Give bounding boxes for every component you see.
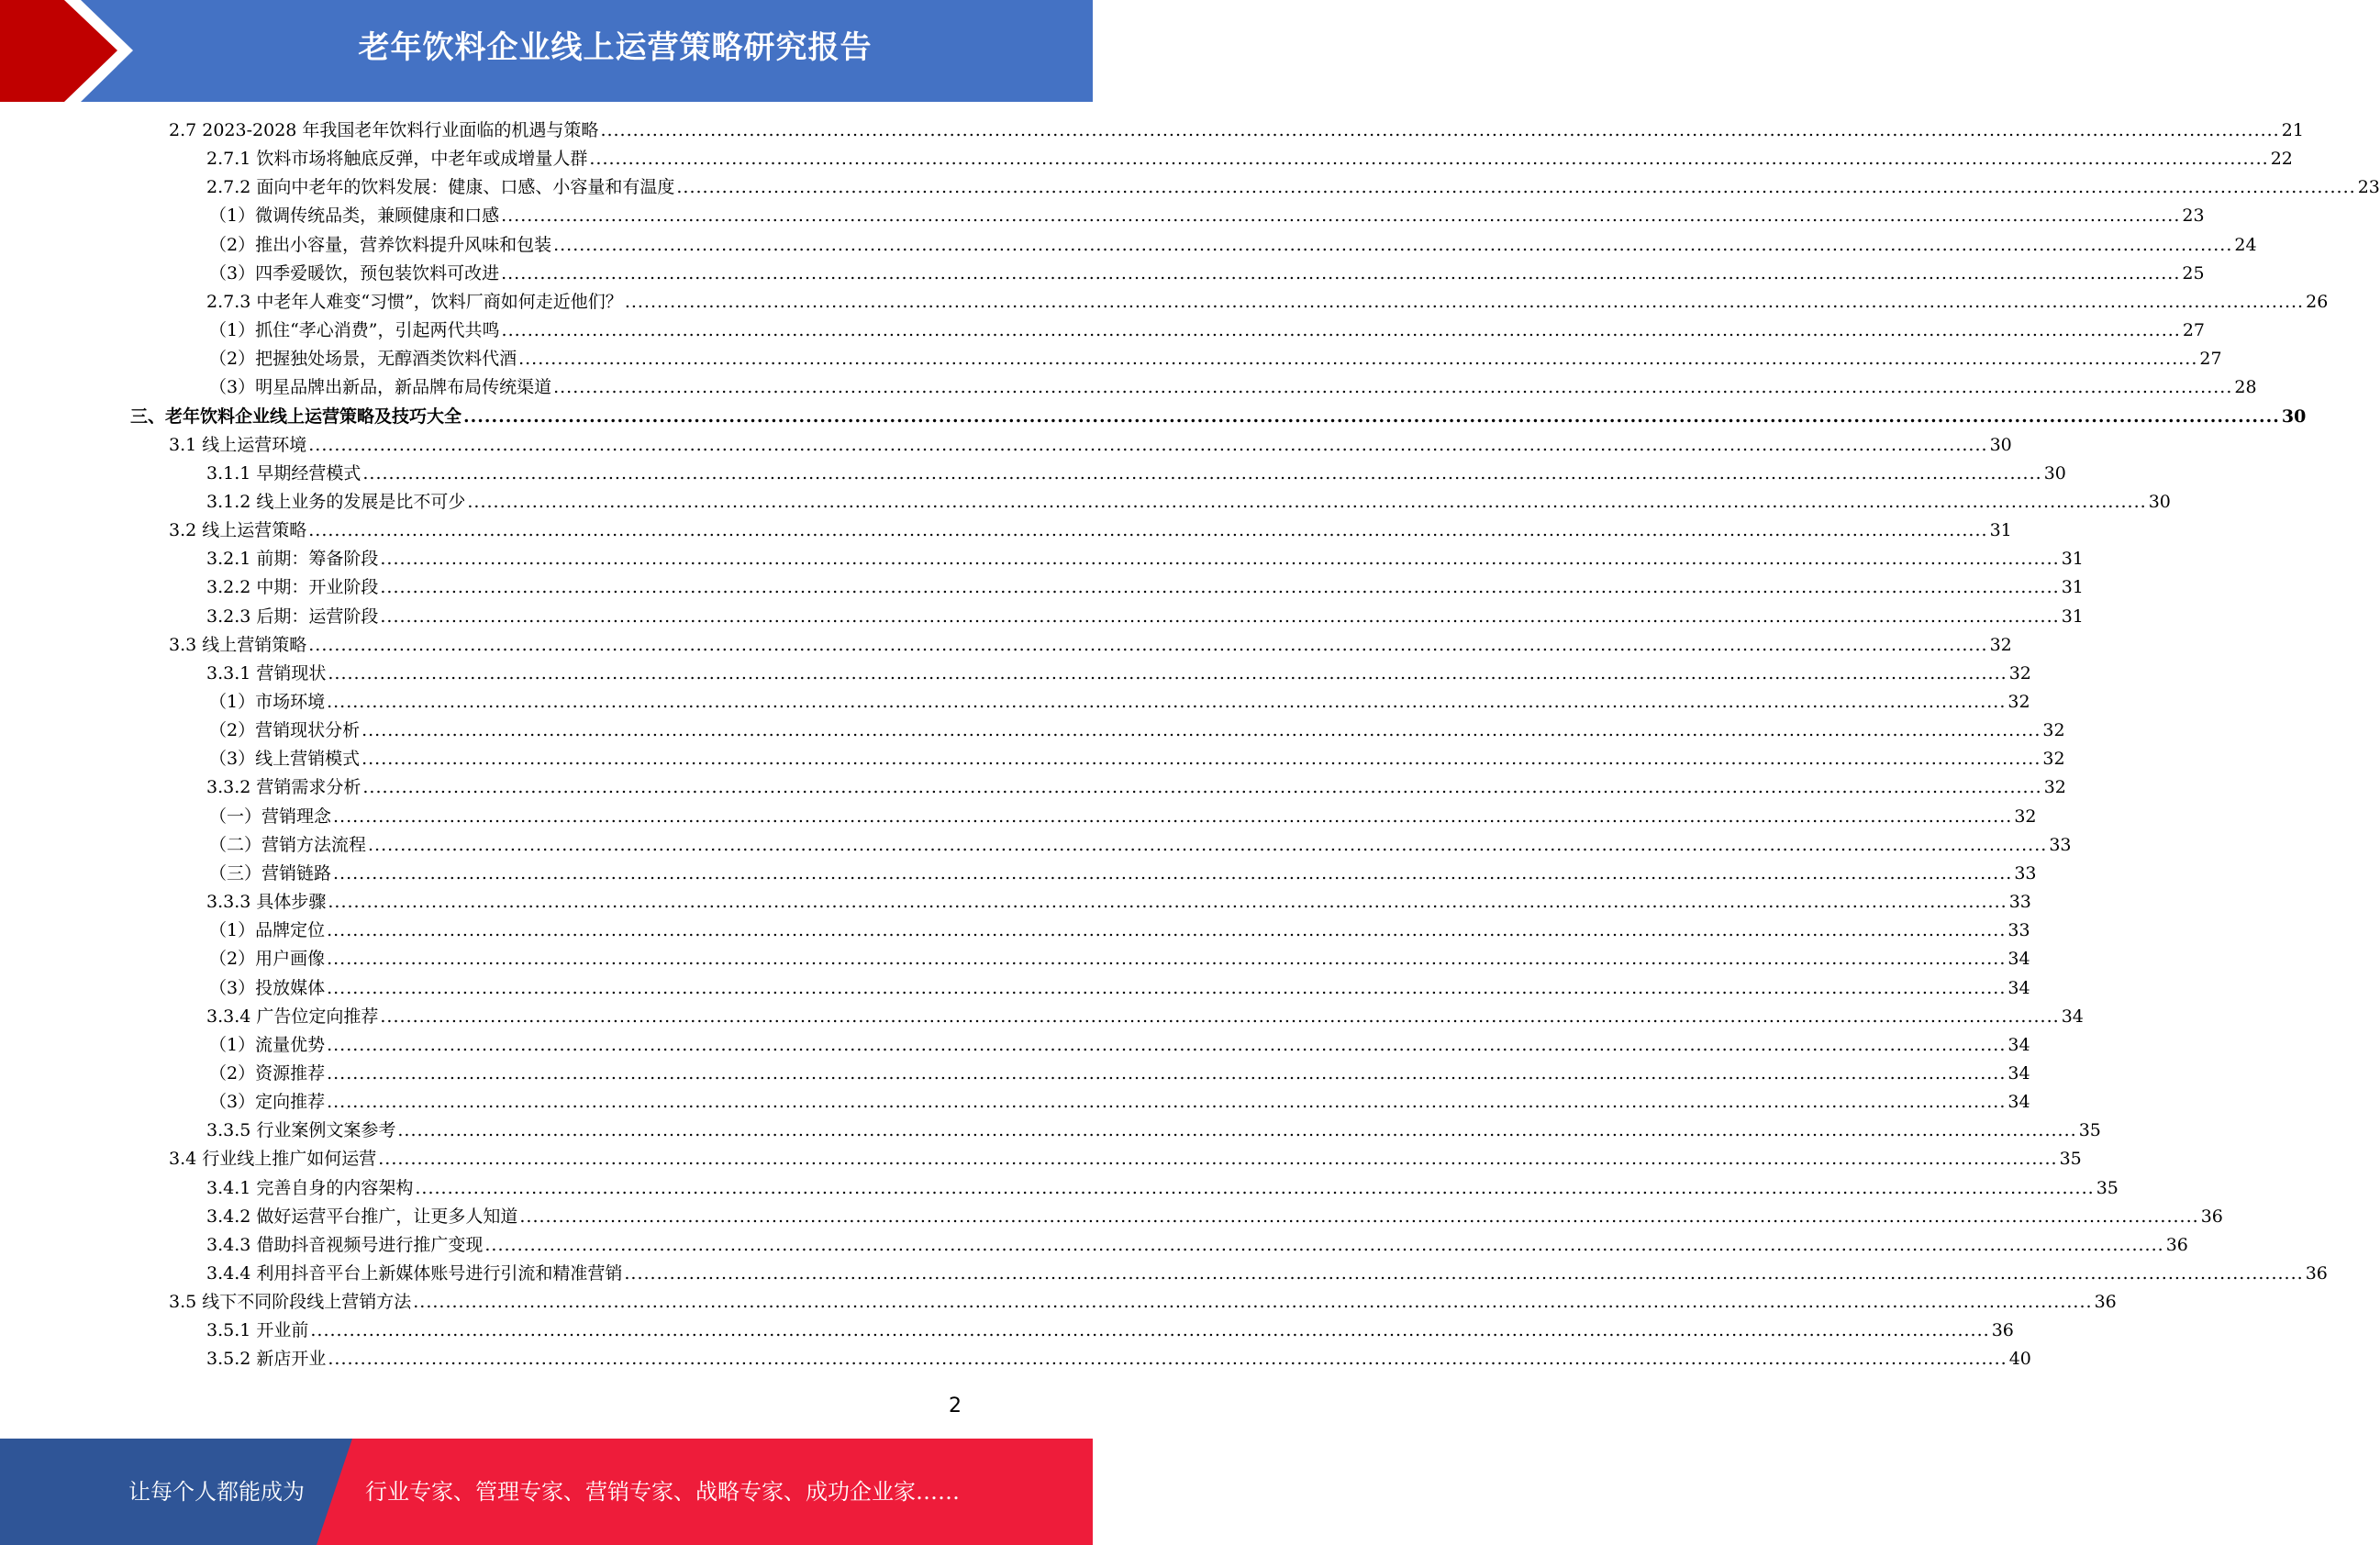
toc-entry-page: 23 [2182, 206, 2205, 227]
toc-entry-label: 3.3.2 营销需求分析 [206, 777, 361, 798]
toc-entry-page: 26 [2306, 291, 2329, 312]
toc-entry-page: 31 [1989, 520, 2012, 541]
toc-entry[interactable] [209, 231, 2257, 260]
toc-dot-leader: .................................................................................................................................................................................................................................................................... [624, 291, 2305, 312]
toc-dot-leader: .................................................................................................................................................................................................................................................................... [380, 549, 2060, 570]
toc-entry-page: 32 [2043, 777, 2066, 798]
toc-dot-leader: .................................................................................................................................................................................................................................................................... [600, 120, 2280, 140]
toc-entry-label: （一）营销理念 [209, 806, 332, 827]
page-header [0, 0, 1093, 102]
toc-entry-page: 30 [1989, 434, 2012, 455]
toc-dot-leader: .................................................................................................................................................................................................................................................................... [380, 577, 2060, 598]
toc-entry-page: 27 [2182, 320, 2206, 341]
header-arrow-decoration [0, 0, 147, 102]
toc-entry-label: 2.7 2023-2028 年我国老年饮料行业面临的机遇与策略 [169, 120, 599, 140]
toc-entry-page: 23 [2357, 177, 2380, 198]
toc-entry-label: 3.2 线上运营策略 [169, 520, 307, 541]
document-title: 老年饮料企业线上运营策略研究报告 [358, 29, 873, 66]
toc-entry-page: 31 [2061, 577, 2084, 598]
toc-entry[interactable] [206, 488, 2171, 517]
toc-entry-label: （1）微调传统品类，兼顾健康和口感 [209, 206, 500, 227]
toc-dot-leader: .................................................................................................................................................................................................................................................................... [553, 234, 2233, 255]
toc-entry[interactable] [209, 1088, 2030, 1117]
toc-dot-leader: .................................................................................................................................................................................................................................................................... [362, 462, 2042, 484]
toc-entry-label: 3.4.2 做好运营平台推广，让更多人知道 [206, 1206, 518, 1227]
toc-dot-leader: .................................................................................................................................................................................................................................................................... [327, 692, 2007, 712]
toc-dot-leader: .................................................................................................................................................................................................................................................................... [308, 434, 1988, 455]
toc-entry-page: 31 [2061, 549, 2084, 570]
toc-entry-page: 36 [2094, 1292, 2117, 1313]
toc-entry-page: 30 [2281, 406, 2307, 427]
toc-dot-leader: .................................................................................................................................................................................................................................................................... [519, 1206, 2199, 1227]
toc-dot-leader: .................................................................................................................................................................................................................................................................... [327, 1092, 2007, 1113]
toc-entry[interactable] [209, 1060, 2030, 1088]
toc-entry-page: 32 [2008, 662, 2031, 684]
toc-entry[interactable] [209, 831, 2072, 860]
toc-dot-leader: .................................................................................................................................................................................................................................................................... [362, 777, 2042, 798]
toc-dot-leader: .................................................................................................................................................................................................................................................................... [327, 1062, 2007, 1084]
footer-slogan-left: 让每个人都能成为 [128, 1479, 305, 1505]
toc-dot-leader: .................................................................................................................................................................................................................................................................... [328, 662, 2007, 684]
toc-entry-label: 3.5 线下不同阶段线上营销方法 [169, 1292, 412, 1313]
toc-entry-label: （3）定向推荐 [209, 1092, 326, 1113]
toc-entry-page: 34 [2007, 1034, 2030, 1055]
toc-entry-label: 3.2.3 后期：运营阶段 [206, 606, 379, 627]
toc-entry-label: （2）营销现状分析 [209, 720, 361, 741]
toc-entry-label: 3.4.4 利用抖音平台上新媒体账号进行引流和精准营销 [206, 1263, 623, 1284]
toc-entry[interactable] [169, 1288, 2117, 1317]
toc-entry[interactable] [169, 431, 2012, 460]
toc-entry[interactable] [209, 688, 2030, 717]
toc-dot-leader: .................................................................................................................................................................................................................................................................... [368, 834, 2048, 855]
toc-dot-leader: .................................................................................................................................................................................................................................................................... [467, 491, 2147, 512]
toc-entry[interactable] [209, 717, 2065, 745]
toc-entry-page: 21 [2281, 120, 2304, 140]
toc-dot-leader: .................................................................................................................................................................................................................................................................... [328, 1349, 2007, 1370]
toc-entry[interactable] [130, 403, 2307, 431]
toc-entry[interactable] [169, 1145, 2082, 1173]
toc-entry-label: 3.1.2 线上业务的发展是比不可少 [206, 491, 466, 512]
toc-entry-label: 2.7.2 面向中老年的饮料发展：健康、口感、小容量和有温度 [206, 177, 675, 198]
toc-entry-label: （三）营销链路 [209, 862, 332, 884]
toc-entry[interactable] [206, 660, 2031, 688]
toc-entry-page: 33 [2014, 862, 2037, 884]
toc-entry-label: （2）资源推荐 [209, 1062, 326, 1084]
toc-entry-label: 3.3.5 行业案例文案参考 [206, 1120, 396, 1141]
toc-entry-page: 36 [2165, 1234, 2188, 1255]
toc-entry-page: 35 [2078, 1120, 2101, 1141]
toc-entry-label: 3.4 行业线上推广如何运营 [169, 1149, 377, 1170]
toc-entry-page: 32 [2042, 749, 2065, 770]
toc-dot-leader: .................................................................................................................................................................................................................................................................... [380, 606, 2060, 627]
toc-dot-leader: .................................................................................................................................................................................................................................................................... [624, 1263, 2304, 1284]
toc-entry-label: （3）线上营销模式 [209, 749, 361, 770]
toc-entry-page: 32 [2014, 806, 2037, 827]
toc-entry[interactable] [209, 974, 2030, 1003]
toc-dot-leader: .................................................................................................................................................................................................................................................................... [463, 406, 2280, 427]
toc-entry-label: （1）流量优势 [209, 1034, 326, 1055]
toc-entry-label: 3.5.1 开业前 [206, 1320, 309, 1341]
toc-entry[interactable] [209, 373, 2257, 402]
toc-entry-label: （1）市场环境 [209, 692, 326, 712]
toc-entry[interactable] [209, 1031, 2030, 1060]
toc-entry[interactable] [209, 745, 2065, 773]
toc-entry-label: （2）把握独处场景，无醇酒类饮料代酒 [209, 349, 517, 370]
toc-entry[interactable] [206, 1174, 2119, 1203]
toc-entry-page: 34 [2061, 1006, 2084, 1027]
toc-entry-page: 30 [2043, 462, 2066, 484]
toc-entry-label: （2）推出小容量，营养饮料提升风味和包装 [209, 234, 552, 255]
toc-entry-page: 36 [2200, 1206, 2223, 1227]
toc-dot-leader: .................................................................................................................................................................................................................................................................... [501, 262, 2181, 283]
toc-dot-leader: .................................................................................................................................................................................................................................................................... [327, 977, 2007, 998]
toc-entry[interactable] [206, 460, 2066, 488]
toc-entry-label: 3.1 线上运营环境 [169, 434, 307, 455]
toc-dot-leader: .................................................................................................................................................................................................................................................................... [310, 1320, 1990, 1341]
toc-entry[interactable] [169, 517, 2012, 545]
toc-dot-leader: .................................................................................................................................................................................................................................................................... [378, 1149, 2058, 1170]
toc-entry[interactable] [206, 888, 2031, 917]
toc-entry-label: 3.3.3 具体步骤 [206, 892, 327, 913]
toc-dot-leader: .................................................................................................................................................................................................................................................................... [333, 862, 2013, 884]
toc-entry[interactable] [206, 1231, 2188, 1260]
toc-entry[interactable] [209, 860, 2037, 888]
toc-dot-leader: .................................................................................................................................................................................................................................................................... [501, 320, 2181, 341]
toc-entry-page: 34 [2007, 977, 2030, 998]
toc-entry-page: 25 [2182, 262, 2205, 283]
toc-entry-page: 32 [1989, 634, 2012, 655]
toc-entry[interactable] [206, 173, 2380, 202]
toc-dot-leader: .................................................................................................................................................................................................................................................................... [553, 377, 2233, 398]
toc-dot-leader: .................................................................................................................................................................................................................................................................... [501, 206, 2181, 227]
footer-slogan-right: 行业专家、管理专家、营销专家、战略专家、成功企业家…… [365, 1479, 960, 1505]
toc-dot-leader: .................................................................................................................................................................................................................................................................... [308, 634, 1988, 655]
toc-entry-page: 35 [2096, 1177, 2119, 1198]
toc-entry[interactable] [206, 1117, 2101, 1145]
toc-entry-page: 31 [2061, 606, 2084, 627]
toc-entry[interactable] [209, 945, 2030, 973]
toc-entry-label: （3）四季爱暖饮，预包装饮料可改进 [209, 262, 500, 283]
toc-entry-page: 35 [2059, 1149, 2082, 1170]
toc-entry-page: 34 [2007, 1092, 2030, 1113]
toc-entry-label: 3.2.2 中期：开业阶段 [206, 577, 379, 598]
toc-entry-label: 3.4.3 借助抖音视频号进行推广变现 [206, 1234, 484, 1255]
page-number: 2 [949, 1395, 962, 1417]
toc-entry-label: 3.4.1 完善自身的内容架构 [206, 1177, 414, 1198]
toc-entry-label: 3.1.1 早期经营模式 [206, 462, 361, 484]
toc-entry-page: 32 [2042, 720, 2065, 741]
toc-entry-page: 40 [2008, 1349, 2031, 1370]
toc-entry-page: 33 [2049, 834, 2072, 855]
toc-entry[interactable] [206, 773, 2066, 802]
page-footer [0, 1439, 1093, 1545]
toc-entry-label: （3）投放媒体 [209, 977, 326, 998]
toc-entry-page: 34 [2007, 1062, 2030, 1084]
toc-entry-label: （1）品牌定位 [209, 920, 326, 941]
toc-entry-page: 27 [2199, 349, 2222, 370]
toc-dot-leader: .................................................................................................................................................................................................................................................................... [676, 177, 2356, 198]
toc-entry-page: 28 [2234, 377, 2257, 398]
toc-entry-page: 33 [2007, 920, 2030, 941]
toc-entry-page: 33 [2008, 892, 2031, 913]
toc-entry[interactable] [206, 603, 2084, 631]
toc-dot-leader: .................................................................................................................................................................................................................................................................... [484, 1234, 2164, 1255]
toc-dot-leader: .................................................................................................................................................................................................................................................................... [333, 806, 2013, 827]
toc-dot-leader: .................................................................................................................................................................................................................................................................... [518, 349, 2198, 370]
toc-entry-label: （1）抓住“孝心消费”，引起两代共鸣 [209, 320, 500, 341]
toc-entry[interactable] [209, 317, 2206, 345]
toc-entry-page: 32 [2007, 692, 2030, 712]
toc-entry-label: 3.3.4 广告位定向推荐 [206, 1006, 379, 1027]
toc-entry[interactable] [206, 1003, 2084, 1031]
toc-dot-leader: .................................................................................................................................................................................................................................................................... [397, 1120, 2077, 1141]
toc-entry[interactable] [209, 260, 2205, 288]
toc-entry[interactable] [209, 345, 2222, 373]
toc-entry-label: 3.5.2 新店开业 [206, 1349, 327, 1370]
toc-entry[interactable] [206, 573, 2084, 602]
toc-dot-leader: .................................................................................................................................................................................................................................................................... [327, 920, 2007, 941]
toc-dot-leader: .................................................................................................................................................................................................................................................................... [589, 149, 2269, 170]
toc-entry[interactable] [169, 631, 2012, 660]
toc-entry-label: 2.7.1 饮料市场将触底反弹，中老年或成增量人群 [206, 149, 588, 170]
toc-dot-leader: .................................................................................................................................................................................................................................................................... [413, 1292, 2093, 1313]
toc-dot-leader: .................................................................................................................................................................................................................................................................... [327, 949, 2007, 970]
toc-entry[interactable] [206, 288, 2329, 317]
toc-entry[interactable] [169, 117, 2304, 145]
toc-entry-label: 2.7.3 中老年人难变“习惯”，饮料厂商如何走近他们？ [206, 291, 623, 312]
toc-dot-leader: .................................................................................................................................................................................................................................................................... [415, 1177, 2095, 1198]
toc-dot-leader: .................................................................................................................................................................................................................................................................... [361, 720, 2041, 741]
toc-entry-label: （二）营销方法流程 [209, 834, 367, 855]
toc-entry-page: 22 [2270, 149, 2293, 170]
toc-entry-page: 30 [2148, 491, 2171, 512]
toc-dot-leader: .................................................................................................................................................................................................................................................................... [361, 749, 2041, 770]
toc-entry-page: 36 [2305, 1263, 2328, 1284]
toc-entry-label: （3）明星品牌出新品，新品牌布局传统渠道 [209, 377, 552, 398]
toc-dot-leader: .................................................................................................................................................................................................................................................................... [380, 1006, 2060, 1027]
toc-entry[interactable] [206, 1203, 2223, 1231]
toc-entry[interactable] [206, 1260, 2328, 1288]
toc-entry-page: 24 [2234, 234, 2257, 255]
toc-entry-label: 3.2.1 前期：筹备阶段 [206, 549, 379, 570]
toc-entry[interactable] [206, 1345, 2031, 1373]
toc-entry[interactable] [209, 202, 2205, 230]
toc-entry[interactable] [209, 917, 2030, 945]
toc-entry[interactable] [206, 145, 2293, 173]
toc-dot-leader: .................................................................................................................................................................................................................................................................... [328, 892, 2007, 913]
toc-entry-label: 3.3 线上营销策略 [169, 634, 307, 655]
toc-dot-leader: .................................................................................................................................................................................................................................................................... [327, 1034, 2007, 1055]
toc-entry-label: （2）用户画像 [209, 949, 326, 970]
toc-entry-page: 36 [1991, 1320, 2014, 1341]
toc-entry[interactable] [209, 803, 2037, 831]
toc-entry-label: 3.3.1 营销现状 [206, 662, 327, 684]
toc-entry-page: 34 [2007, 949, 2030, 970]
toc-dot-leader: .................................................................................................................................................................................................................................................................... [308, 520, 1988, 541]
toc-entry[interactable] [206, 1317, 2014, 1345]
toc-entry[interactable] [206, 545, 2084, 573]
toc-entry-label: 三、老年饮料企业线上运营策略及技巧大全 [130, 406, 462, 427]
